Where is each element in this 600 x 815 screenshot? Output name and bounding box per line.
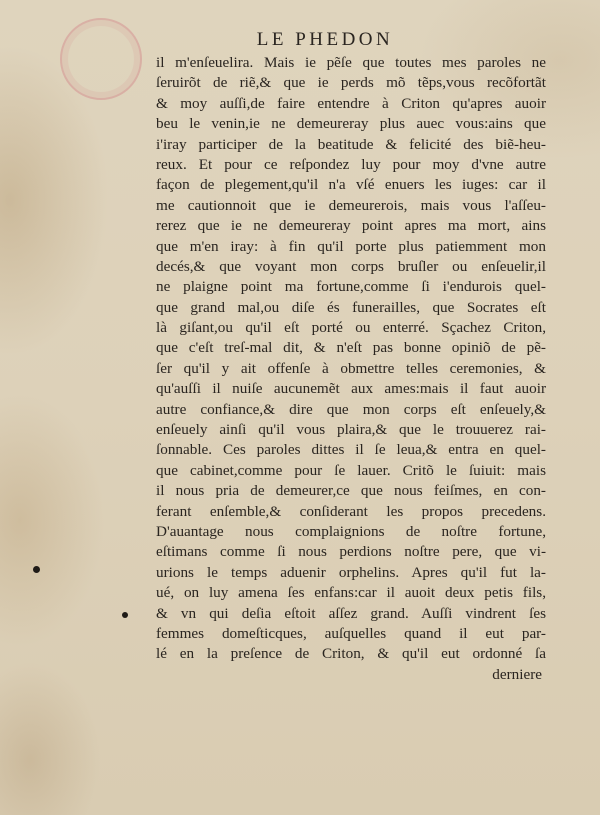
text-line: autre confiance,& dire que mon corps eſt enſeuely,& (156, 400, 546, 418)
text-line: urions le temps aduenir orphelins. Apres qu'il fut la- (156, 563, 546, 581)
text-line: & moy auſſi,de faire entendre à Criton qu'apres auoir (156, 94, 546, 112)
ink-spot (122, 612, 128, 618)
text-line: rerez que ie ne demeureray point apres ma mort, ains (156, 217, 546, 235)
text-line: ué, on luy amena ſes enfans:car il auoit deux petis fils, (156, 584, 546, 602)
text-line: que cabinet,comme pour ſe lauer. Critõ le ſuiuit: mais (156, 461, 546, 479)
text-line: derniere (492, 665, 542, 683)
text-line: ſonnable. Ces paroles dittes il ſe leua,& entra en quel- (156, 441, 546, 459)
text-line: ne plaigne point ma fortune,comme ſi i'endurois quel- (156, 278, 546, 296)
text-line: i'iray participer de la beatitude & felicité des biẽ-heu- (156, 135, 546, 153)
text-line: que m'en iray: à fin qu'il porte plus patiemment mon (156, 237, 546, 255)
text-line: là giſant,ou qu'il eſt porté ou enterré. Sçachez Criton, (156, 319, 546, 337)
text-line: femmes domeſticques, auſquelles quand il eut par- (156, 624, 546, 642)
text-line: D'auantage nous complaignions de noſtre fortune, (156, 522, 546, 540)
text-line: enſeuely ainſi qu'il vous plaira,& que le trouuerez rai- (156, 421, 546, 439)
text-line: façon de plegement,qu'il n'a vſé enuers les iuges: car il (156, 176, 546, 194)
text-line: que c'eſt treſ-mal dit, & n'eſt pas bonne opiniõ de pẽ- (156, 339, 546, 357)
text-line: ſeruirõt de riẽ,& que ie perds mõ tẽps,vous recõfortãt (156, 74, 546, 92)
text-line: que grand mal,ou diſe és funerailles, que Socrates eſt (156, 298, 546, 316)
text-line: qu'auſſi il nuiſe aucunemẽt aux ames:mais il faut auoir (156, 380, 546, 398)
text-line: ſer qu'il y ait offenſe à obmettre telles ceremonies, & (156, 359, 546, 377)
ink-spot (33, 566, 40, 573)
text-line: me cautionnoit que ie demeurerois, mais vous l'aſſeu- (156, 196, 546, 214)
body-text (156, 53, 546, 685)
text-line: il m'enſeuelira. Mais ie pẽſe que toutes mes paroles ne (156, 54, 546, 71)
text-line: beu le venin,ie ne demeureray plus auec vous:ains que (156, 115, 546, 133)
text-line: ferant enſemble,& conſiderant les propos precedens. (156, 502, 546, 520)
running-head: LE PHEDON (256, 29, 394, 50)
text-line: il nous pria de demeurer,ce que nous feiſmes, en con- (156, 482, 546, 500)
text-line: reux. Et pour ce reſpondez luy pour moy d'vne autre (156, 155, 546, 173)
text-line: decés,& que voyant mon corps bruſler ou enſeuelir,il (156, 257, 546, 275)
text-line: eſtimans comme ſi nous perdions noſtre pere, que vi- (156, 543, 546, 561)
text-line: & vn qui deſia eſtoit aſſez grand. Auſſi vindrent ſes (156, 604, 546, 622)
text-line: lé en la preſence de Criton, & qu'il eut ordonné ſa (156, 645, 546, 663)
